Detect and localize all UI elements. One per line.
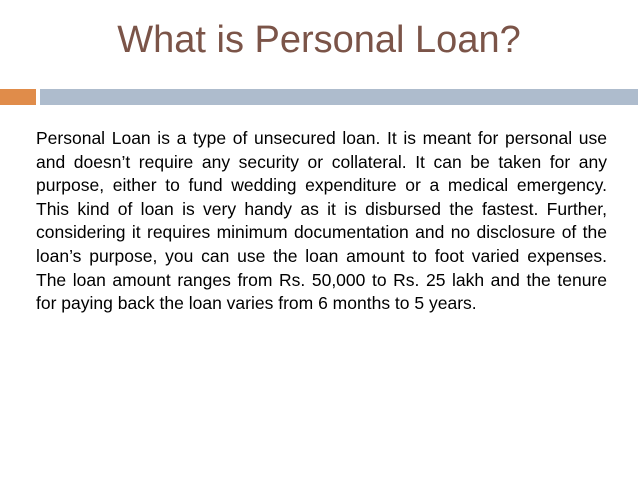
title-rule-accent: [0, 89, 36, 105]
slide-body-text: Personal Loan is a type of unsecured loan. It is meant for personal use and doesn’t require any security or collateral. It can be taken for any purpose, either to fund wedding expenditure or a medical emergency. This kind of loan is very handy as it is disbursed the fastest. Further, considering it requires minimum documentation and no disclosure of the loan’s purpose, you can use the loan amount to foot varied expenses. The loan amount ranges from Rs. 50,000 to Rs. 25 lakh and the tenure for paying back the loan varies from 6 months to 5 years.: [36, 128, 607, 314]
slide-title: What is Personal Loan?: [117, 19, 521, 61]
title-rule-bar: [40, 89, 638, 105]
